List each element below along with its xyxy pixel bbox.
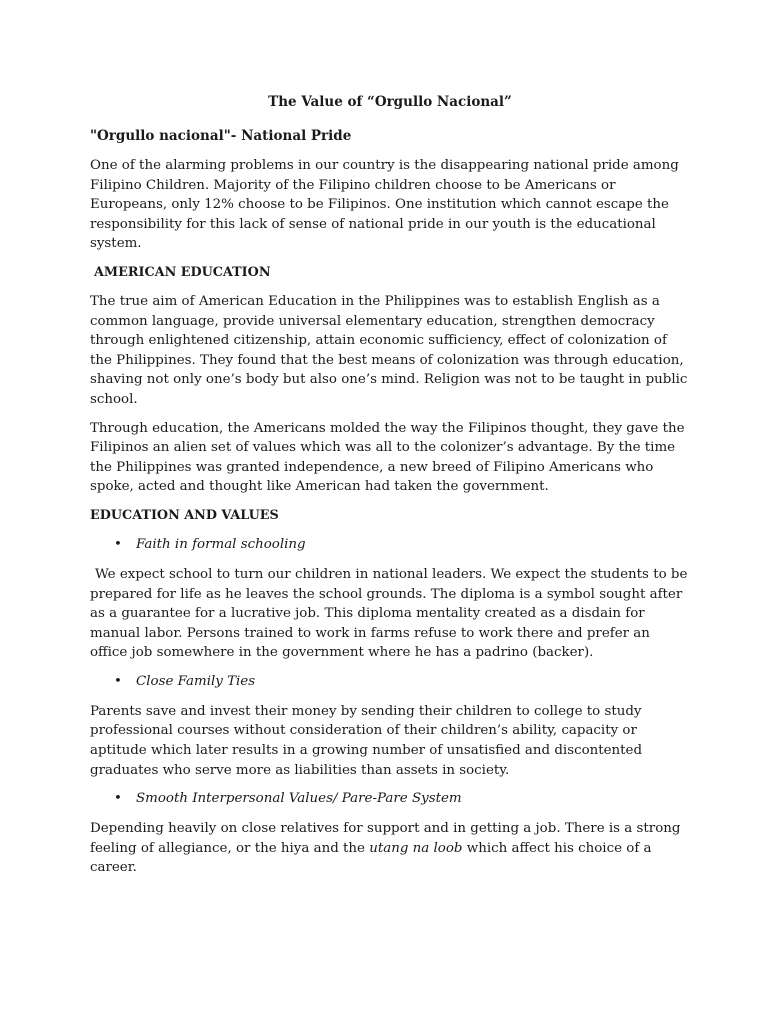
document-title: The Value of “Orgullo Nacional”	[268, 94, 512, 110]
section-heading-education-values: EDUCATION AND VALUES	[90, 507, 279, 523]
american-education-paragraph-1: The true aim of American Education in the Philippines was to establish English as a common language, provide universal elementary education, strengthen democracy through enlightened citizenship, attain economic sufficiency, effect of colonization of the Philippines. They found that the best means of colonization was through education, shaving not only one’s body but also one’s mind. Religion was not to be taught in public school.	[90, 293, 688, 407]
intro-paragraph: One of the alarming problems in our country is the disappearing national pride among Filipino Children. Majority of the Filipino children choose to be Americans or Europeans, only 12% choose to be Filipinos. One institution which cannot escape the responsibility for this lack of sense of national pride in our youth is the educational system.	[90, 158, 679, 252]
bullet-icon: •	[114, 536, 122, 552]
section-heading-american-education: AMERICAN EDUCATION	[94, 264, 271, 280]
value-text: Depending heavily on close relatives for support and in getting a job. There is a strong feeling of allegiance, or the hiya and the	[90, 821, 681, 856]
document-page	[90, 92, 690, 887]
bullet-label: Faith in formal schooling	[136, 536, 306, 552]
value-paragraph: We expect school to turn our children in national leaders. We expect the students to be prepared for life as he leaves the school grounds. The diploma is a symbol sought after as a guarantee for a lucrative job. This diploma mentality created as a disdain for manual labor. Persons trained to work in farms refuse to work there and prefer an office job somewhere in the government where he has a padrino (backer).	[90, 566, 688, 661]
value-paragraph	[90, 819, 690, 878]
american-education-paragraph-2: Through education, the Americans molded the way the Filipinos thought, they gave the Filipinos an alien set of values which was all to the colonizer’s advantage. By the time the Philippines was granted independence, a new breed of Filipino Americans who spoke, acted and thought like American had taken the government.	[90, 420, 685, 495]
bullet-icon: •	[114, 791, 122, 807]
value-text: which affect his choice of a career.	[90, 840, 652, 876]
bullet-label: Smooth Interpersonal Values/ Pare-Pare System	[136, 791, 462, 807]
emphasis-text: utang na loob	[369, 840, 463, 856]
bullet-label: Close Family Ties	[136, 673, 256, 689]
document-subtitle: "Orgullo nacional"- National Pride	[90, 128, 352, 144]
bullet-item	[90, 789, 690, 809]
bullet-item	[90, 672, 690, 692]
value-paragraph: Parents save and invest their money by sending their children to college to study professional courses without consideration of their children’s ability, capacity or aptitude which later results in a growing number of unsatisfied and discontented graduates who serve more as liabilities than assets in society.	[90, 703, 643, 778]
bullet-item	[90, 535, 690, 555]
bullet-icon: •	[114, 673, 122, 689]
